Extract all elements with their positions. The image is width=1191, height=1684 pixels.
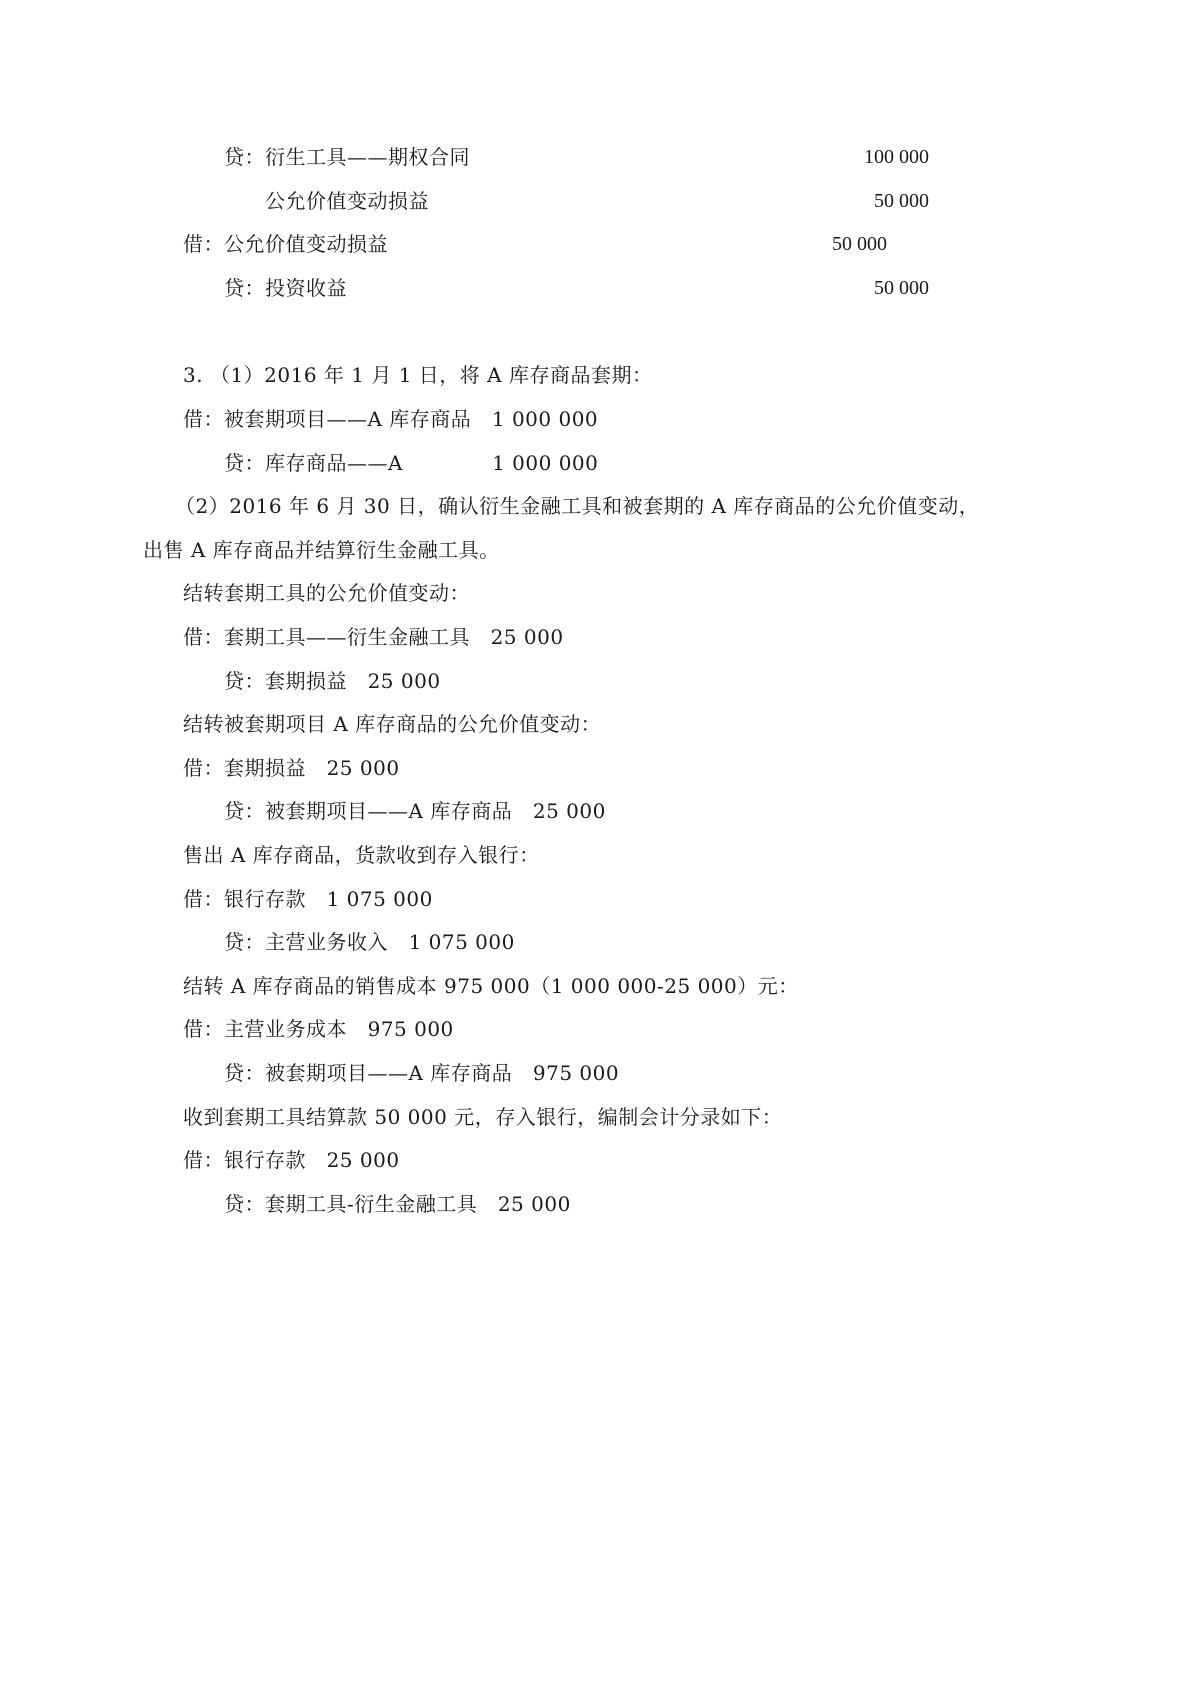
journal-credit-line: 贷：衍生工具——期权合同: [224, 145, 470, 169]
entry-title: 结转被套期项目 A 库存商品的公允价值变动：: [183, 712, 602, 736]
journal-debit-line: 借：套期工具——衍生金融工具 25 000: [183, 625, 564, 649]
entry-title: 结转套期工具的公允价值变动：: [183, 581, 470, 605]
journal-credit-line: 贷：库存商品——A 1 000 000: [224, 451, 599, 475]
credit-amount: 50 000: [874, 277, 929, 299]
credit-amount: 100 000: [864, 146, 929, 168]
journal-debit-line: 借：主营业务成本 975 000: [183, 1017, 454, 1041]
debit-amount: 50 000: [832, 233, 887, 255]
paragraph-line: （2）2016 年 6 月 30 日，确认衍生金融工具和被套期的 A 库存商品的公允价值变动，: [175, 494, 980, 518]
journal-debit-line: 借：公允价值变动损益: [183, 232, 388, 256]
journal-credit-line: 贷：被套期项目——A 库存商品 25 000: [224, 799, 606, 823]
entry-title: 结转 A 库存商品的销售成本 975 000（1 000 000-25 000）元：: [183, 974, 799, 998]
credit-amount: 50 000: [874, 190, 929, 212]
journal-debit-line: 借：银行存款 25 000: [183, 1148, 400, 1172]
journal-credit-line: 贷：投资收益: [224, 276, 347, 300]
journal-credit-line: 公允价值变动损益: [265, 189, 429, 213]
journal-credit-line: 贷：被套期项目——A 库存商品 975 000: [224, 1061, 620, 1085]
journal-debit-line: 借：被套期项目——A 库存商品 1 000 000: [183, 407, 599, 431]
journal-credit-line: 贷：套期工具-衍生金融工具 25 000: [224, 1192, 571, 1216]
journal-credit-line: 贷：主营业务收入 1 075 000: [224, 930, 515, 954]
section-heading: 3. （1）2016 年 1 月 1 日，将 A 库存商品套期：: [183, 363, 653, 387]
journal-debit-line: 借：银行存款 1 075 000: [183, 887, 433, 911]
paragraph-line: 出售 A 库存商品并结算衍生金融工具。: [143, 538, 500, 562]
entry-title: 收到套期工具结算款 50 000 元，存入银行，编制会计分录如下：: [183, 1105, 783, 1129]
entry-title: 售出 A 库存商品，货款收到存入银行：: [183, 843, 540, 867]
journal-debit-line: 借：套期损益 25 000: [183, 756, 400, 780]
journal-credit-line: 贷：套期损益 25 000: [224, 669, 441, 693]
